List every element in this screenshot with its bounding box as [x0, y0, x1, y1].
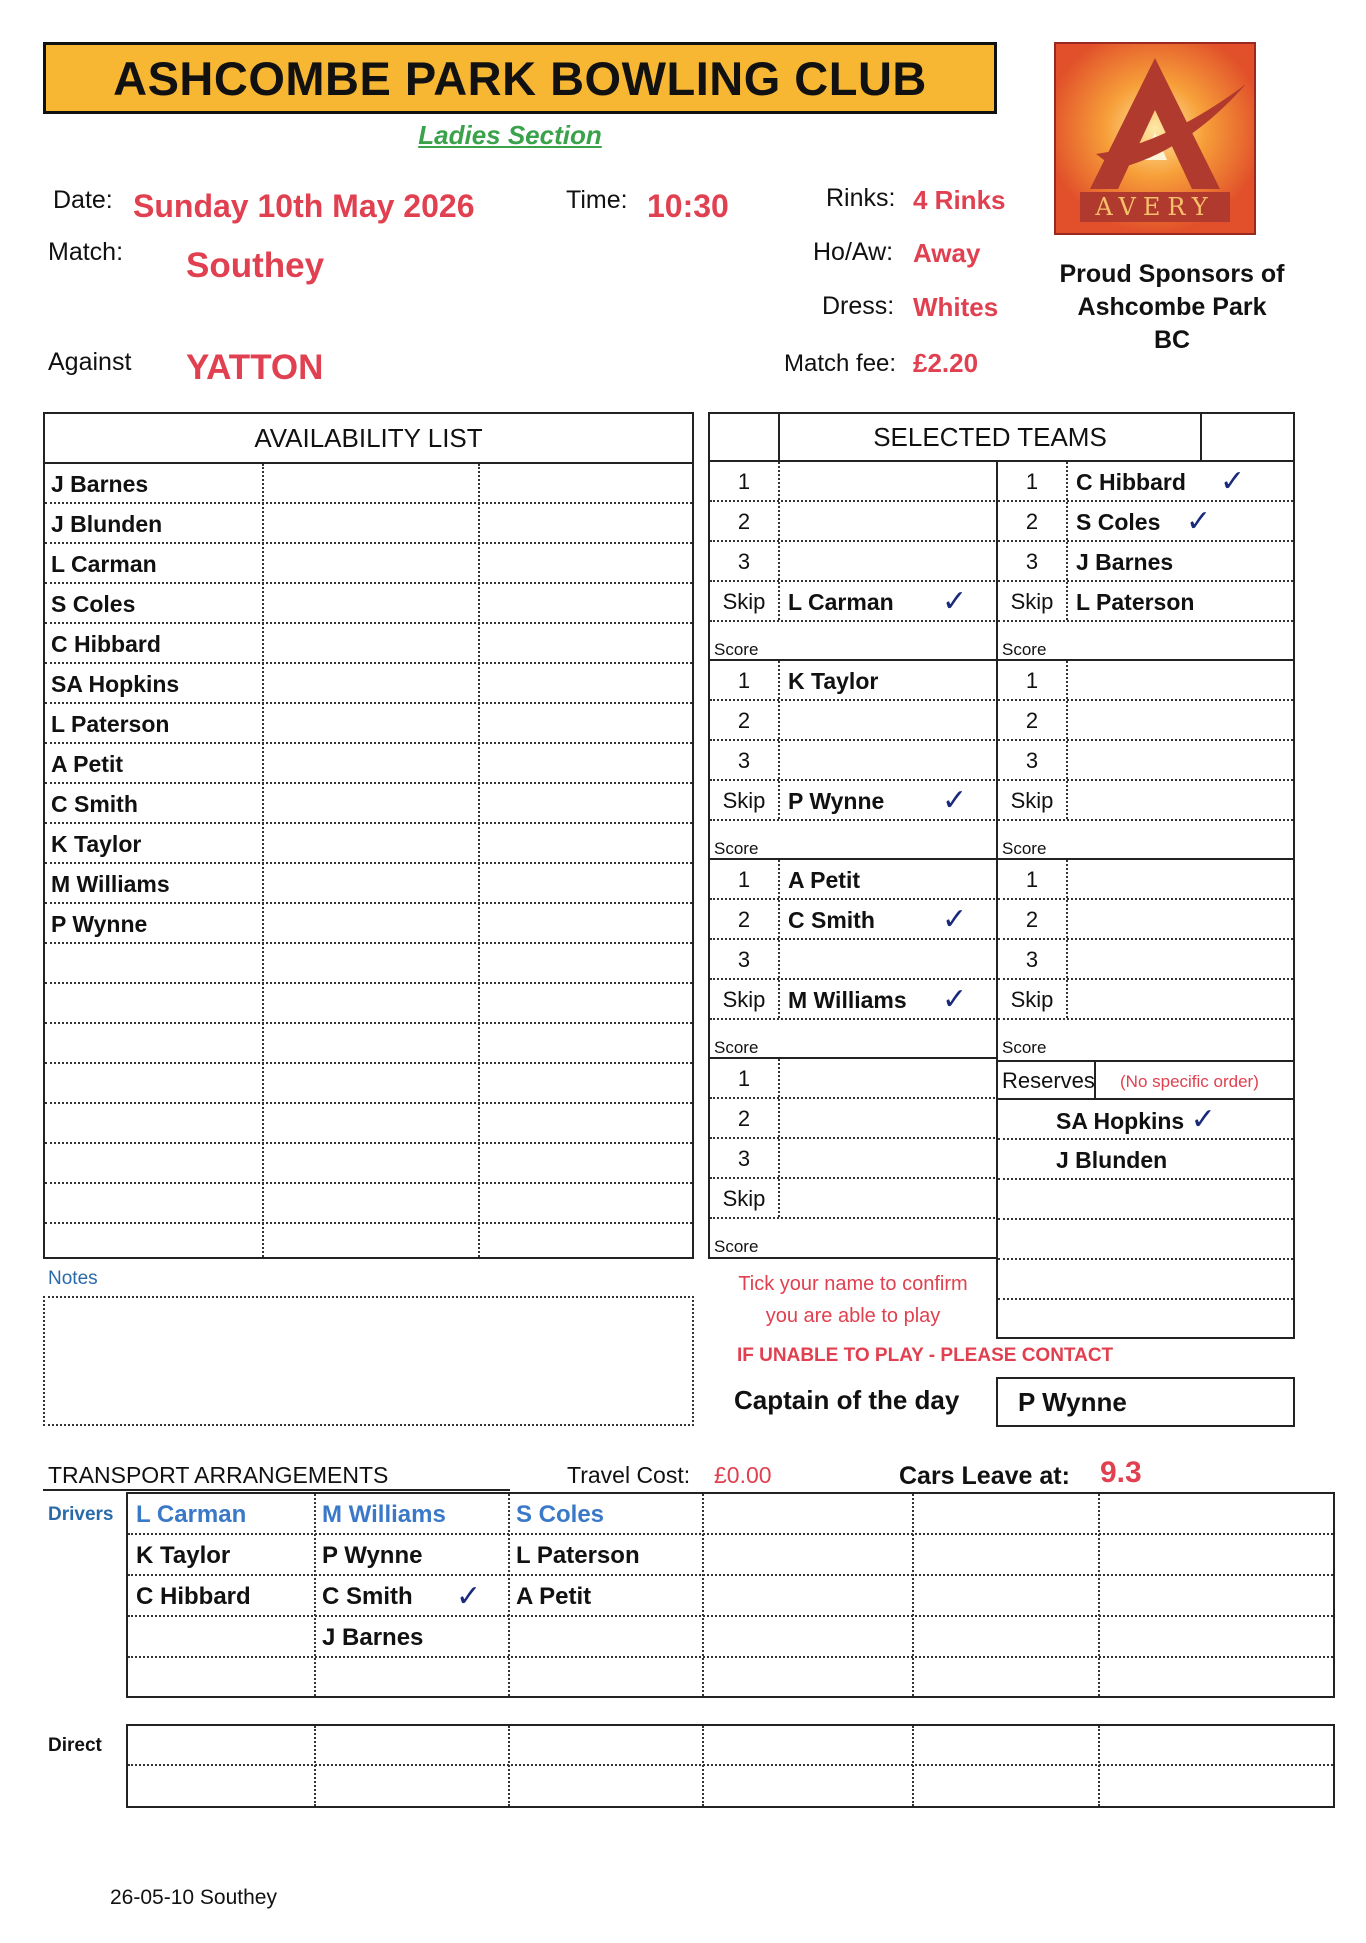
travel-cost-label: Travel Cost:: [567, 1462, 691, 1488]
right-rink-3-p3-row: [998, 940, 1293, 980]
position-label: 2: [737, 708, 751, 733]
hoaw-value: Away: [913, 238, 981, 268]
tick-instruction-line-2: you are able to play: [765, 1305, 941, 1327]
score-label: Score: [714, 640, 759, 659]
passenger-name: P Wynne: [322, 1542, 423, 1569]
captain-label: Captain of the day: [734, 1385, 960, 1415]
direct-table: [126, 1724, 1335, 1808]
reserve-5: [998, 1260, 1293, 1300]
player-name: A Petit: [788, 867, 860, 893]
selected-teams-header: [708, 412, 1295, 462]
position-label: 3: [737, 947, 751, 972]
time-label: Time:: [566, 186, 628, 214]
position-label: 2: [1025, 907, 1039, 932]
tick-icon: ✓: [942, 584, 968, 619]
availability-name: SA Hopkins: [51, 671, 180, 697]
unable-to-play-text: IF UNABLE TO PLAY - PLEASE CONTACT: [737, 1345, 1114, 1366]
availability-name: L Paterson: [51, 711, 170, 737]
left-rink-4-p2-row: [710, 1099, 998, 1139]
reserve-6: [998, 1300, 1293, 1339]
hoaw-label: Ho/Aw:: [813, 238, 894, 266]
direct-row: [128, 1766, 1333, 1806]
availability-row: [45, 504, 692, 544]
availability-name: J Blunden: [51, 511, 163, 537]
tick-icon: ✓: [942, 783, 968, 818]
position-label: Skip: [1010, 589, 1054, 614]
availability-row: [45, 1224, 692, 1264]
right-rink-2-p3-row: [998, 741, 1293, 781]
against-value: YATTON: [186, 348, 324, 387]
position-label: Skip: [722, 1186, 766, 1211]
reserve-2-name: J Blunden: [1056, 1147, 1168, 1173]
passenger-name: A Petit: [516, 1583, 592, 1610]
left-rink-1-p2-row: [710, 502, 998, 542]
driver-name: L Carman: [136, 1501, 247, 1528]
availability-row: [45, 744, 692, 784]
position-label: 3: [737, 1146, 751, 1171]
transport-title: TRANSPORT ARRANGEMENTS: [48, 1462, 389, 1488]
notes-label: Notes: [48, 1268, 98, 1289]
position-label: 1: [737, 867, 751, 892]
section-title: Ladies Section: [418, 120, 602, 150]
fee-label: Match fee:: [784, 350, 897, 377]
sponsor-line-2: Ashcombe Park: [1077, 293, 1267, 321]
position-label: 2: [737, 1106, 751, 1131]
left-rink-1: [710, 462, 998, 661]
position-label: 2: [1025, 509, 1039, 534]
availability-name: M Williams: [51, 871, 170, 897]
position-label: 3: [737, 748, 751, 773]
position-label: 1: [737, 1066, 751, 1091]
passenger-name: L Paterson: [516, 1542, 640, 1569]
right-rink-3-p1-row: [998, 860, 1293, 900]
rinks-label: Rinks:: [826, 184, 896, 212]
cars-leave-label: Cars Leave at:: [899, 1462, 1070, 1490]
score-label: Score: [714, 839, 759, 858]
tick-icon: ✓: [1220, 464, 1246, 499]
left-rink-1-skip-row: [710, 582, 998, 622]
direct-label: Direct: [48, 1735, 102, 1756]
position-label: Skip: [1010, 987, 1054, 1012]
rinks-value: 4 Rinks: [913, 185, 1006, 215]
score-row: [710, 622, 998, 661]
left-rink-4-skip-row: [710, 1179, 998, 1219]
transport-row: [128, 1494, 1333, 1535]
availability-name: P Wynne: [51, 911, 148, 937]
tick-icon: ✓: [942, 902, 968, 937]
right-rink-1: [998, 462, 1293, 661]
fee-value: £2.20: [913, 348, 979, 378]
against-label: Against: [48, 348, 132, 376]
transport-table: [126, 1492, 1335, 1698]
reserve-1: [998, 1100, 1293, 1140]
reserves-note: (No specific order): [1120, 1072, 1259, 1091]
availability-row: [45, 1024, 692, 1064]
right-rink-3-skip-row: [998, 980, 1293, 1020]
position-label: 3: [1025, 549, 1039, 574]
availability-name: C Smith: [51, 791, 138, 817]
score-row: [998, 622, 1293, 661]
logo-text: AVERY: [1095, 193, 1215, 221]
captain-box: [996, 1377, 1295, 1427]
player-name: L Carman: [788, 589, 894, 615]
player-name: S Coles: [1076, 509, 1161, 535]
score-label: Score: [714, 1038, 759, 1057]
left-rink-2-skip-row: [710, 781, 998, 821]
right-rink-1-skip-row: [998, 582, 1293, 622]
right-rink-1-p2-row: [998, 502, 1293, 542]
left-rink-3-p1-row: [710, 860, 998, 900]
reserves-header: [998, 1060, 1293, 1100]
availability-row: [45, 944, 692, 984]
left-rink-3-skip-row: [710, 980, 998, 1020]
availability-row: [45, 704, 692, 744]
availability-row: [45, 1144, 692, 1184]
availability-row: [45, 544, 692, 584]
cars-leave-value: 9.3: [1100, 1456, 1142, 1489]
availability-row: [45, 664, 692, 704]
availability-row: [45, 1064, 692, 1104]
dress-value: Whites: [913, 292, 999, 322]
match-label: Match:: [48, 238, 124, 266]
availability-row: [45, 624, 692, 664]
club-name: ASHCOMBE PARK BOWLING CLUB: [113, 51, 927, 105]
drivers-label: Drivers: [48, 1504, 114, 1525]
position-label: Skip: [1010, 788, 1054, 813]
passenger-name: K Taylor: [136, 1542, 231, 1569]
sponsor-text: [1040, 258, 1304, 357]
player-name: L Paterson: [1076, 589, 1195, 615]
tick-instruction: [708, 1268, 998, 1332]
transport-row: [128, 1576, 1333, 1617]
passenger-name: J Barnes: [322, 1624, 424, 1651]
position-label: 1: [737, 469, 751, 494]
sponsor-logo: [1054, 42, 1256, 235]
left-rink-4: [710, 1059, 998, 1258]
left-rink-1-p1-row: [710, 462, 998, 502]
score-label: Score: [1002, 640, 1047, 659]
player-name: C Smith: [788, 907, 875, 933]
date-label: Date:: [53, 186, 113, 214]
right-rink-3: [998, 860, 1293, 1059]
right-rink-1-p3-row: [998, 542, 1293, 582]
sponsor-line-1: Proud Sponsors of: [1059, 260, 1285, 288]
player-name: P Wynne: [788, 788, 885, 814]
tick-icon: ✓: [1186, 504, 1212, 539]
right-rink-2-p1-row: [998, 661, 1293, 701]
player-name: C Hibbard: [1076, 469, 1186, 495]
left-rink-4-p3-row: [710, 1139, 998, 1179]
position-label: 1: [737, 668, 751, 693]
reserves-label: Reserves: [1002, 1068, 1095, 1093]
right-rink-2-skip-row: [998, 781, 1293, 821]
travel-cost-value: £0.00: [714, 1462, 772, 1488]
left-rink-3-p2-row: [710, 900, 998, 940]
captain-value: P Wynne: [1018, 1387, 1127, 1417]
player-name: M Williams: [788, 987, 907, 1013]
left-rink-2-p2-row: [710, 701, 998, 741]
direct-row: [128, 1726, 1333, 1766]
position-label: 3: [1025, 748, 1039, 773]
transport-row: [128, 1617, 1333, 1658]
left-rink-2-p1-row: [710, 661, 998, 701]
left-rink-2-p3-row: [710, 741, 998, 781]
tick-icon: ✓: [1190, 1102, 1216, 1137]
availability-row: [45, 824, 692, 864]
tick-instruction-line-1: Tick your name to confirm: [738, 1273, 968, 1295]
position-label: 1: [1025, 668, 1039, 693]
right-rink-3-p2-row: [998, 900, 1293, 940]
player-name: K Taylor: [788, 668, 879, 694]
score-row: [998, 821, 1293, 860]
position-label: 2: [737, 907, 751, 932]
availability-row: [45, 984, 692, 1024]
position-label: 2: [1025, 708, 1039, 733]
tick-icon: ✓: [456, 1579, 482, 1614]
reserve-1-name: SA Hopkins: [1056, 1108, 1185, 1134]
availability-table: [43, 412, 694, 1259]
sponsor-line-3: BC: [1153, 326, 1191, 354]
transport-row: [128, 1658, 1333, 1699]
reserve-3: [998, 1180, 1293, 1220]
position-label: 3: [1025, 947, 1039, 972]
selected-teams-title: SELECTED TEAMS: [873, 422, 1107, 452]
availability-row: [45, 464, 692, 504]
date-value: Sunday 10th May 2026: [133, 188, 475, 224]
notes-box[interactable]: [43, 1296, 694, 1426]
driver-name: M Williams: [322, 1501, 446, 1528]
availability-name: L Carman: [51, 551, 157, 577]
score-label: Score: [1002, 839, 1047, 858]
time-value: 10:30: [647, 188, 729, 224]
availability-name: J Barnes: [51, 471, 149, 497]
score-label: Score: [714, 1237, 759, 1256]
dress-label: Dress:: [822, 292, 895, 320]
reserves-list: [998, 1100, 1293, 1339]
availability-row: [45, 1184, 692, 1224]
score-row: [710, 1219, 998, 1258]
driver-name: S Coles: [516, 1501, 605, 1528]
left-rink-3-p3-row: [710, 940, 998, 980]
availability-row: [45, 784, 692, 824]
player-name: J Barnes: [1076, 549, 1174, 575]
availability-row: [45, 904, 692, 944]
right-rink-2-p2-row: [998, 701, 1293, 741]
availability-row: [45, 584, 692, 624]
reserve-2: [998, 1140, 1293, 1180]
passenger-name: C Smith: [322, 1583, 413, 1610]
availability-title: AVAILABILITY LIST: [45, 414, 692, 464]
reserve-4: [998, 1220, 1293, 1260]
score-label: Score: [1002, 1038, 1047, 1057]
footer-reference: 26-05-10 Southey: [110, 1886, 277, 1909]
left-rink-2: [710, 661, 998, 860]
position-label: Skip: [722, 589, 766, 614]
availability-row: [45, 1104, 692, 1144]
position-label: Skip: [722, 788, 766, 813]
selected-left-column: [708, 460, 998, 1259]
availability-name: K Taylor: [51, 831, 142, 857]
tick-icon: ✓: [942, 982, 968, 1017]
position-label: 3: [737, 549, 751, 574]
match-value: Southey: [186, 246, 325, 285]
score-row: [710, 1020, 998, 1059]
availability-row: [45, 864, 692, 904]
left-rink-1-p3-row: [710, 542, 998, 582]
position-label: 1: [1025, 469, 1039, 494]
position-label: 2: [737, 509, 751, 534]
position-label: Skip: [722, 987, 766, 1012]
score-row: [998, 1020, 1293, 1059]
left-rink-4-p1-row: [710, 1059, 998, 1099]
availability-rows: [45, 464, 692, 1264]
right-rink-1-p1-row: [998, 462, 1293, 502]
passenger-name: C Hibbard: [136, 1583, 251, 1610]
right-rink-2: [998, 661, 1293, 860]
availability-name: A Petit: [51, 751, 123, 777]
availability-name: S Coles: [51, 591, 136, 617]
club-name-banner: [43, 42, 997, 114]
left-rink-3: [710, 860, 998, 1059]
transport-row: [128, 1535, 1333, 1576]
position-label: 1: [1025, 867, 1039, 892]
availability-name: C Hibbard: [51, 631, 161, 657]
score-row: [710, 821, 998, 860]
